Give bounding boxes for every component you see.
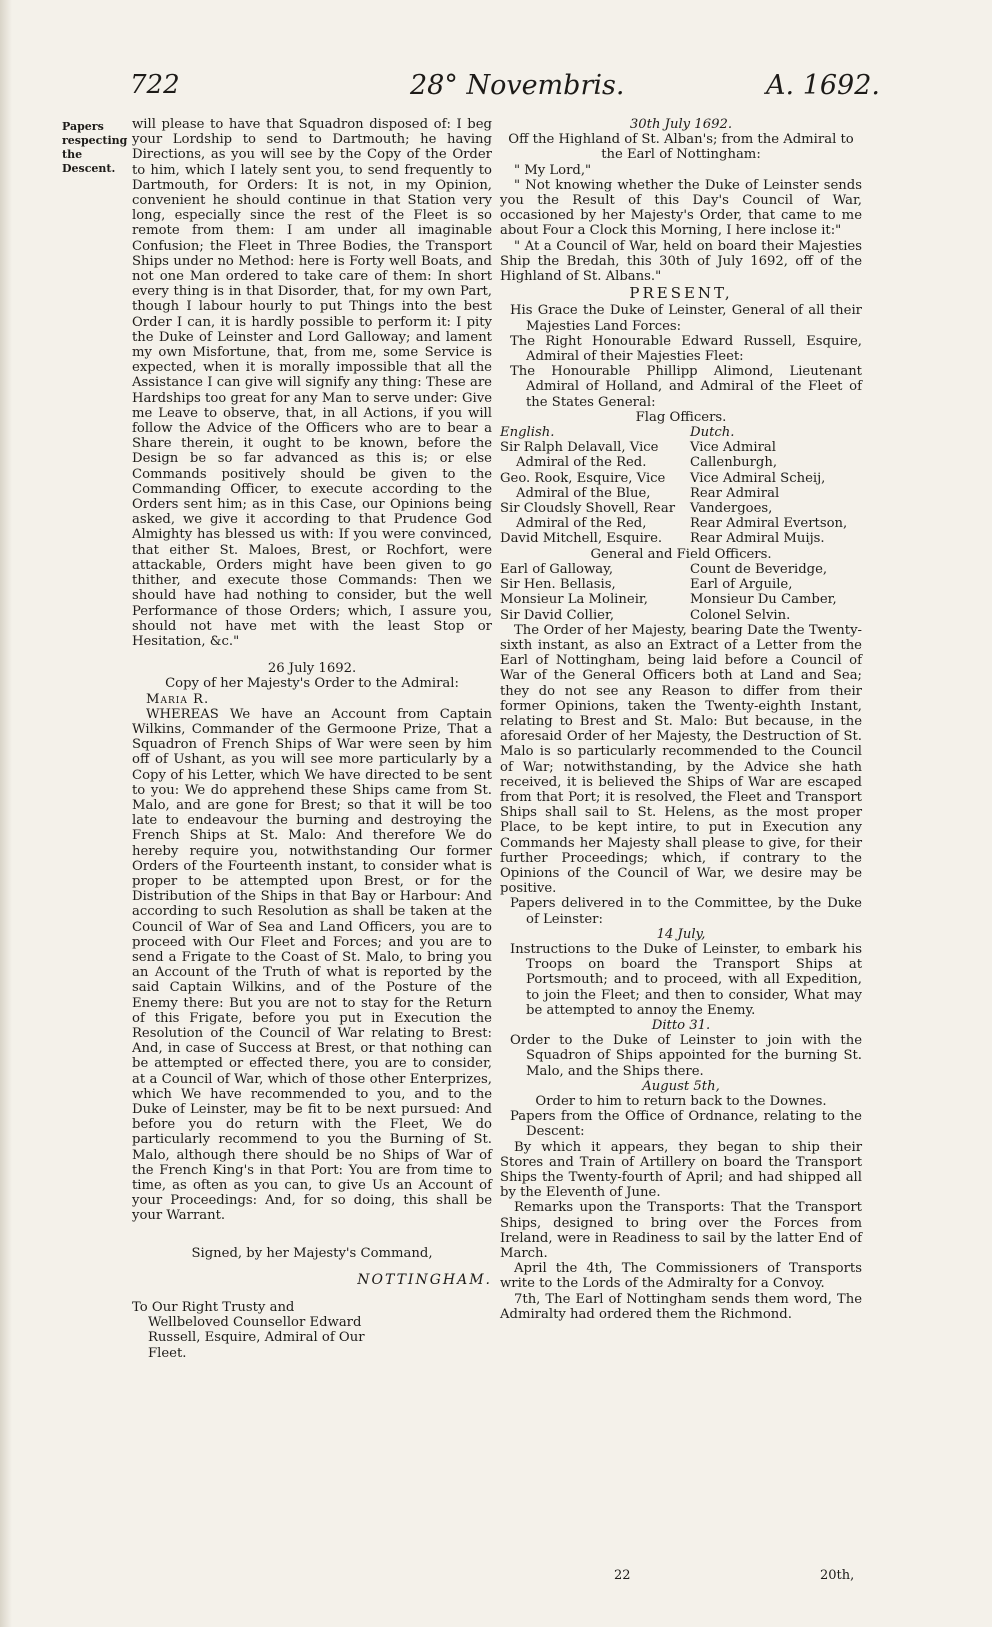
general-officers-heading: General and Field Officers. (590, 546, 772, 562)
letter-continuation: will please to have that Squadron disposed of: I beg your Lordship to send to Dartmouth; he having Directions, as you will see by the Copy of the Order to him, which I lately sent you, to send frequently to Dartmouth, for Orders: It is not, in my Opinion, convenient he should continue in that Station very long, especially since the rest of the Fleet is so remote from them: I am under all imaginable Confusion; the Fleet in Three Bodies, the Transport Ships under no Method: here is Forty well Boats, and not one Man ordered to take care of them: In short every thing is in that Disorder, that, for my own Part, though I labour hourly to put Things into the best Order I can, it is hardly possible to perform it: I pity the Duke of Leinster and Lord Galloway; and lament my own Misfortune, that, from me, some Service is expected, when it is morally impossible that all the Assistance I can give will signify any thing: These are Hardships too great for any Man to serve under: Give me Leave to observe, that, in all Actions, if you will follow the Advice of the Officers who are to bear a Share therein, it ought to be known, before the Design be so far advanced as this is; or else Commands positively should be given to the Commanding Officer, to execute according to the Orders sent him; as in this Case, our Opinions being asked, we give it according to that Prudence God Almighty has blessed us with: If you were convinced, that either St. Maloes, Brest, or Rochfort, were attackable, Orders might have been given to go thither, and execute those Commands: Then we should have had nothing to consider, but the well Performance of those Orders; which, I assure you, should not have met with the least Stop or Hesitation, &c." (132, 117, 492, 649)
officer-item: Vice Admiral Scheij, (690, 470, 826, 486)
present-heading: PRESENT, (629, 284, 733, 303)
officer-item: Count de Beveridge, (690, 561, 828, 577)
margin-note: Papers respecting the Descent. (62, 120, 128, 175)
officer-item: Monsieur La Molineir, (500, 592, 648, 608)
english-label: English. (500, 425, 555, 441)
letter-date: 30th July 1692. (629, 117, 733, 132)
officer-item: David Mitchell, Esquire. (500, 531, 663, 547)
right-column (500, 117, 862, 1322)
paper-item: Order to him to return back to the Downes. (535, 1094, 827, 1109)
order-body: WHEREAS We have an Account from Captain Wilkins, Commander of the Germoone Prize, That a Squadron of French Ships of War were seen by him off of Ushant, as you will see more particularly by a Copy of his Letter, which We have directed to be sent to you: We do apprehend these Ships came from St. Malo, and are gone for Brest; so that it will be too late to endeavour the burning and destroying the French Ships at St. Malo: And therefore We do hereby require you, notwithstanding Our former Orders of the Fourteenth instant, to consider what is proper to be attempted upon Brest, or for the Distribution of the Ships in that Bay or Harbour: And according to such Resolution as shall be taken at the Council of War of Sea and Land Officers, you are to proceed with Our Fleet and Forces; and you are to send a Frigate to the Coast of St. Malo, to bring you an Account of the Truth of what is reported by the said Captain Wilkins, and of the Posture of the Enemy there: But you are not to stay for the Return of this Frigate, before you put in Execution the Resolution of the Council of War relating to Brest: And, in case of Success at Brest, or that nothing can be attempted or effected there, you are to consider, at a Council of War, which of those other Enterprizes, which We have recommended to you, and to the Duke of Leinster, may be fit to be next pursued: And before you do return with the Fleet, We do particularly recommend to you the Burning of St. Malo, although there should be no Ships of War of the French King's in that Port: You are from time to time, as often as you can, to give Us an Account of your Proceedings: And, for so doing, this shall be your Warrant. (132, 706, 492, 1224)
officer-item: Colonel Selvin. (690, 607, 791, 623)
page-fold-shadow (0, 0, 12, 1627)
letter-para-1: " Not knowing whether the Duke of Leinster sends you the Result of this Day's Council of War, occasioned by her Majesty's Order, that came to me about Four a Clock this Morning, I here inclose it:" (500, 177, 862, 239)
paper-date: Ditto 31. (651, 1017, 711, 1033)
officer-item: Sir Cloudsly Shovell, Rear Admiral of the Red, (500, 501, 675, 532)
running-year: A. 1692. (766, 70, 880, 101)
page-header (120, 70, 890, 110)
royal-signature: Maria R. (146, 691, 210, 707)
officer-item: Sir Ralph Delavall, Vice Admiral of the Red. (500, 440, 659, 471)
signature-mark: 22 (614, 1568, 631, 1583)
officer-item: Earl of Arguile, (690, 577, 793, 593)
general-officers-table (500, 562, 862, 623)
officer-item: Vice Admiral Callenburgh, (690, 440, 778, 471)
letter-heading: Off the Highland of St. Alban's; from the Admiral to the Earl of Nottingham: (508, 132, 854, 163)
address-line: To Our Right Trusty and Wellbeloved Counsellor Edward Russell, Esquire, Admiral of Our Fleet. (132, 1300, 365, 1361)
letter-para-2: " At a Council of War, held on board their Majesties Ship the Bredah, this 30th of July 1692, off of the Highland of St. Albans." (500, 238, 862, 285)
flag-officers-table (500, 425, 862, 547)
paper-date: 14 July, (656, 926, 706, 942)
member-item: His Grace the Duke of Leinster, General of all their Majesties Land Forces: (510, 303, 862, 334)
april-paragraph: April the 4th, The Commissioners of Transports write to the Lords of the Admiralty for a Convoy. (500, 1261, 862, 1292)
ordnance-heading: Papers from the Office of Ordnance, relating to the Descent: (510, 1109, 862, 1140)
paper-date: August 5th, (642, 1078, 720, 1094)
seventh-paragraph: 7th, The Earl of Nottingham sends them word, The Admiralty had ordered them the Richmond. (500, 1291, 862, 1322)
remarks-paragraph: Remarks upon the Transports: That the Transport Ships, designed to bring over the Forces from Ireland, were in Readiness to sail by the latter End of March. (500, 1200, 862, 1262)
left-column (132, 117, 492, 1361)
signatory: NOTTINGHAM. (357, 1271, 492, 1288)
member-item: The Right Honourable Edward Russell, Esquire, Admiral of their Majesties Fleet: (510, 333, 862, 365)
order-title: Copy of her Majesty's Order to the Admiral: (165, 676, 459, 692)
dutch-label: Dutch. (690, 425, 735, 441)
officer-item: Rear Admiral Muijs. (690, 531, 825, 547)
catchword: 20th, (820, 1568, 855, 1583)
officer-item: Sir David Collier, (500, 607, 615, 623)
paper-item: Instructions to the Duke of Leinster, to embark his Troops on board the Transport Ships at Portsmouth; and to proceed, with all Expedition, to join the Fleet; and then to consider, What may be attempted to annoy the Enemy. (510, 941, 862, 1018)
page-number: 722 (130, 70, 180, 100)
order-date: 26 July 1692. (267, 661, 357, 677)
signed-line: Signed, by her Majesty's Command, (191, 1245, 433, 1261)
flag-officers-heading: Flag Officers. (635, 409, 727, 425)
papers-heading: Papers delivered in to the Committee, by the Duke of Leinster: (510, 896, 862, 927)
council-resolution: The Order of her Majesty, bearing Date the Twenty-sixth instant, as also an Extract of a Letter from the Earl of Nottingham, being laid before a Council of War of the General Officers both at Land and Sea; they do not see any Reason to differ from their former Opinions, taken the Twenty-eighth Instant, relating to Brest and St. Malo: But because, in the aforesaid Order of her Majesty, the Destruction of St. Malo is so particularly recommended to the Council of War; notwithstanding, by the Advice she hath received, it is believed the Ships of War are escaped from that Port; it is resolved, the Fleet and Transport Ships shall sail to St. Helens, as the most proper Place, to be kept intire, to put in Execution any Commands her Majesty shall please to give, for their further Proceedings; which, if contrary to the Opinions of the Council of War, we desire may be positive. (500, 622, 862, 897)
officer-item: Rear Admiral Evertson, (690, 516, 848, 532)
running-date: 28° Novembris. (410, 70, 625, 101)
officer-item: Earl of Galloway, (500, 561, 614, 577)
officer-item: Sir Hen. Bellasis, (500, 577, 616, 593)
officer-item: Monsieur Du Camber, (690, 592, 837, 608)
officer-item: Rear Admiral Vandergoes, (690, 485, 780, 517)
letter-salutation: " My Lord," (514, 162, 592, 178)
stores-paragraph: By which it appears, they began to ship their Stores and Train of Artillery on board the Transport Ships the Twenty-fourth of April; and had shipped all by the Eleventh of June. (500, 1139, 862, 1201)
officer-item: Geo. Rook, Esquire, Vice Admiral of the Blue, (500, 470, 666, 501)
paper-item: Order to the Duke of Leinster to join with the Squadron of Ships appointed for the burning St. Malo, and the Ships there. (510, 1033, 862, 1079)
member-item: The Honourable Phillipp Alimond, Lieutenant Admiral of Holland, and Admiral of the Fleet of the States General: (510, 364, 862, 410)
